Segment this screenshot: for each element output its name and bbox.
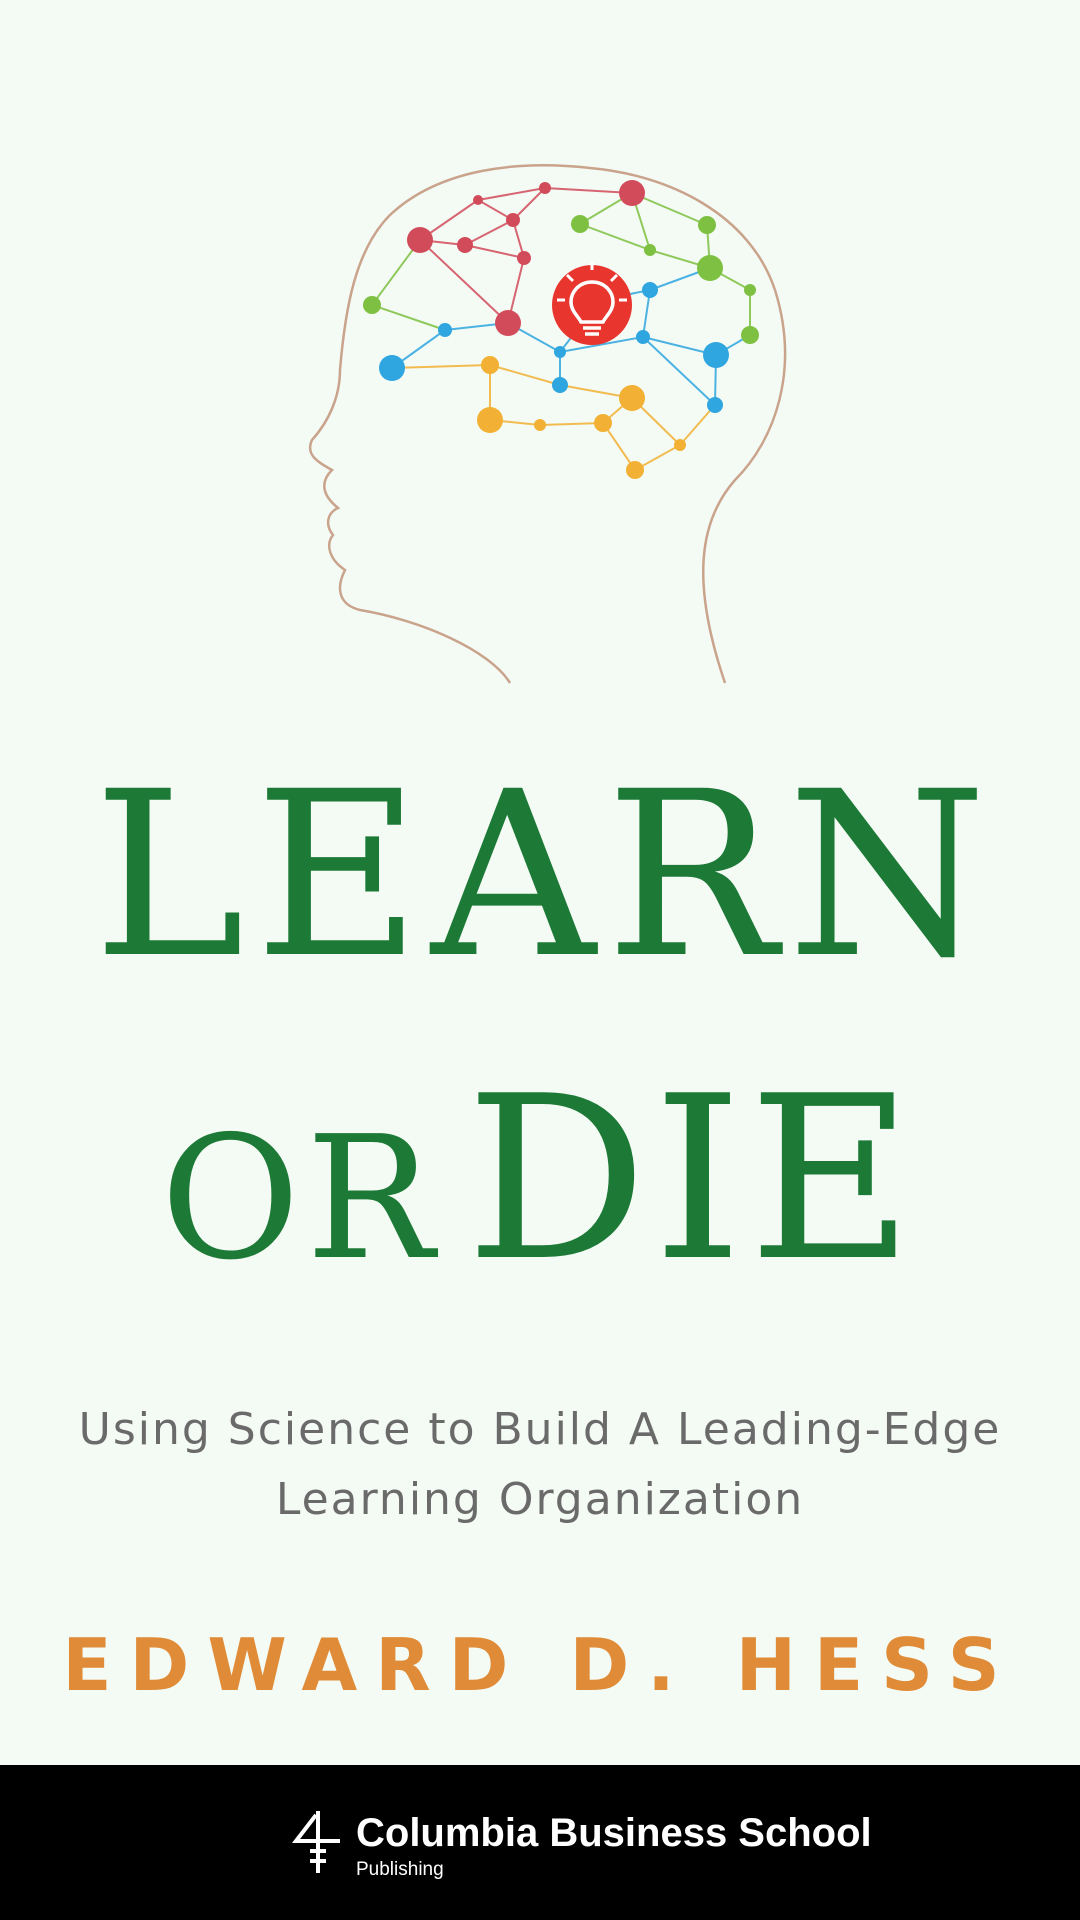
head-brain-network-icon: [280, 140, 800, 700]
title-die: DIE: [465, 1048, 920, 1311]
subtitle: [40, 1395, 1040, 1535]
publisher-imprint: Publishing: [356, 1859, 444, 1880]
title-or-die: [0, 1048, 1080, 1314]
lightbulb-icon: [552, 262, 632, 345]
title-learn: LEARN: [93, 742, 997, 1008]
subtitle-line-1: Using Science to Build A Leading-Edge: [78, 1404, 1002, 1455]
columbia-crown-logo-icon: [288, 1807, 348, 1877]
title-or: OR: [160, 1100, 440, 1298]
author-name: EDWARD D. HESS: [62, 1623, 1018, 1707]
subtitle-line-2: Learning Organization: [275, 1474, 805, 1525]
publisher-name: Columbia Business School: [356, 1811, 872, 1855]
publisher-bar: [0, 1765, 1080, 1920]
